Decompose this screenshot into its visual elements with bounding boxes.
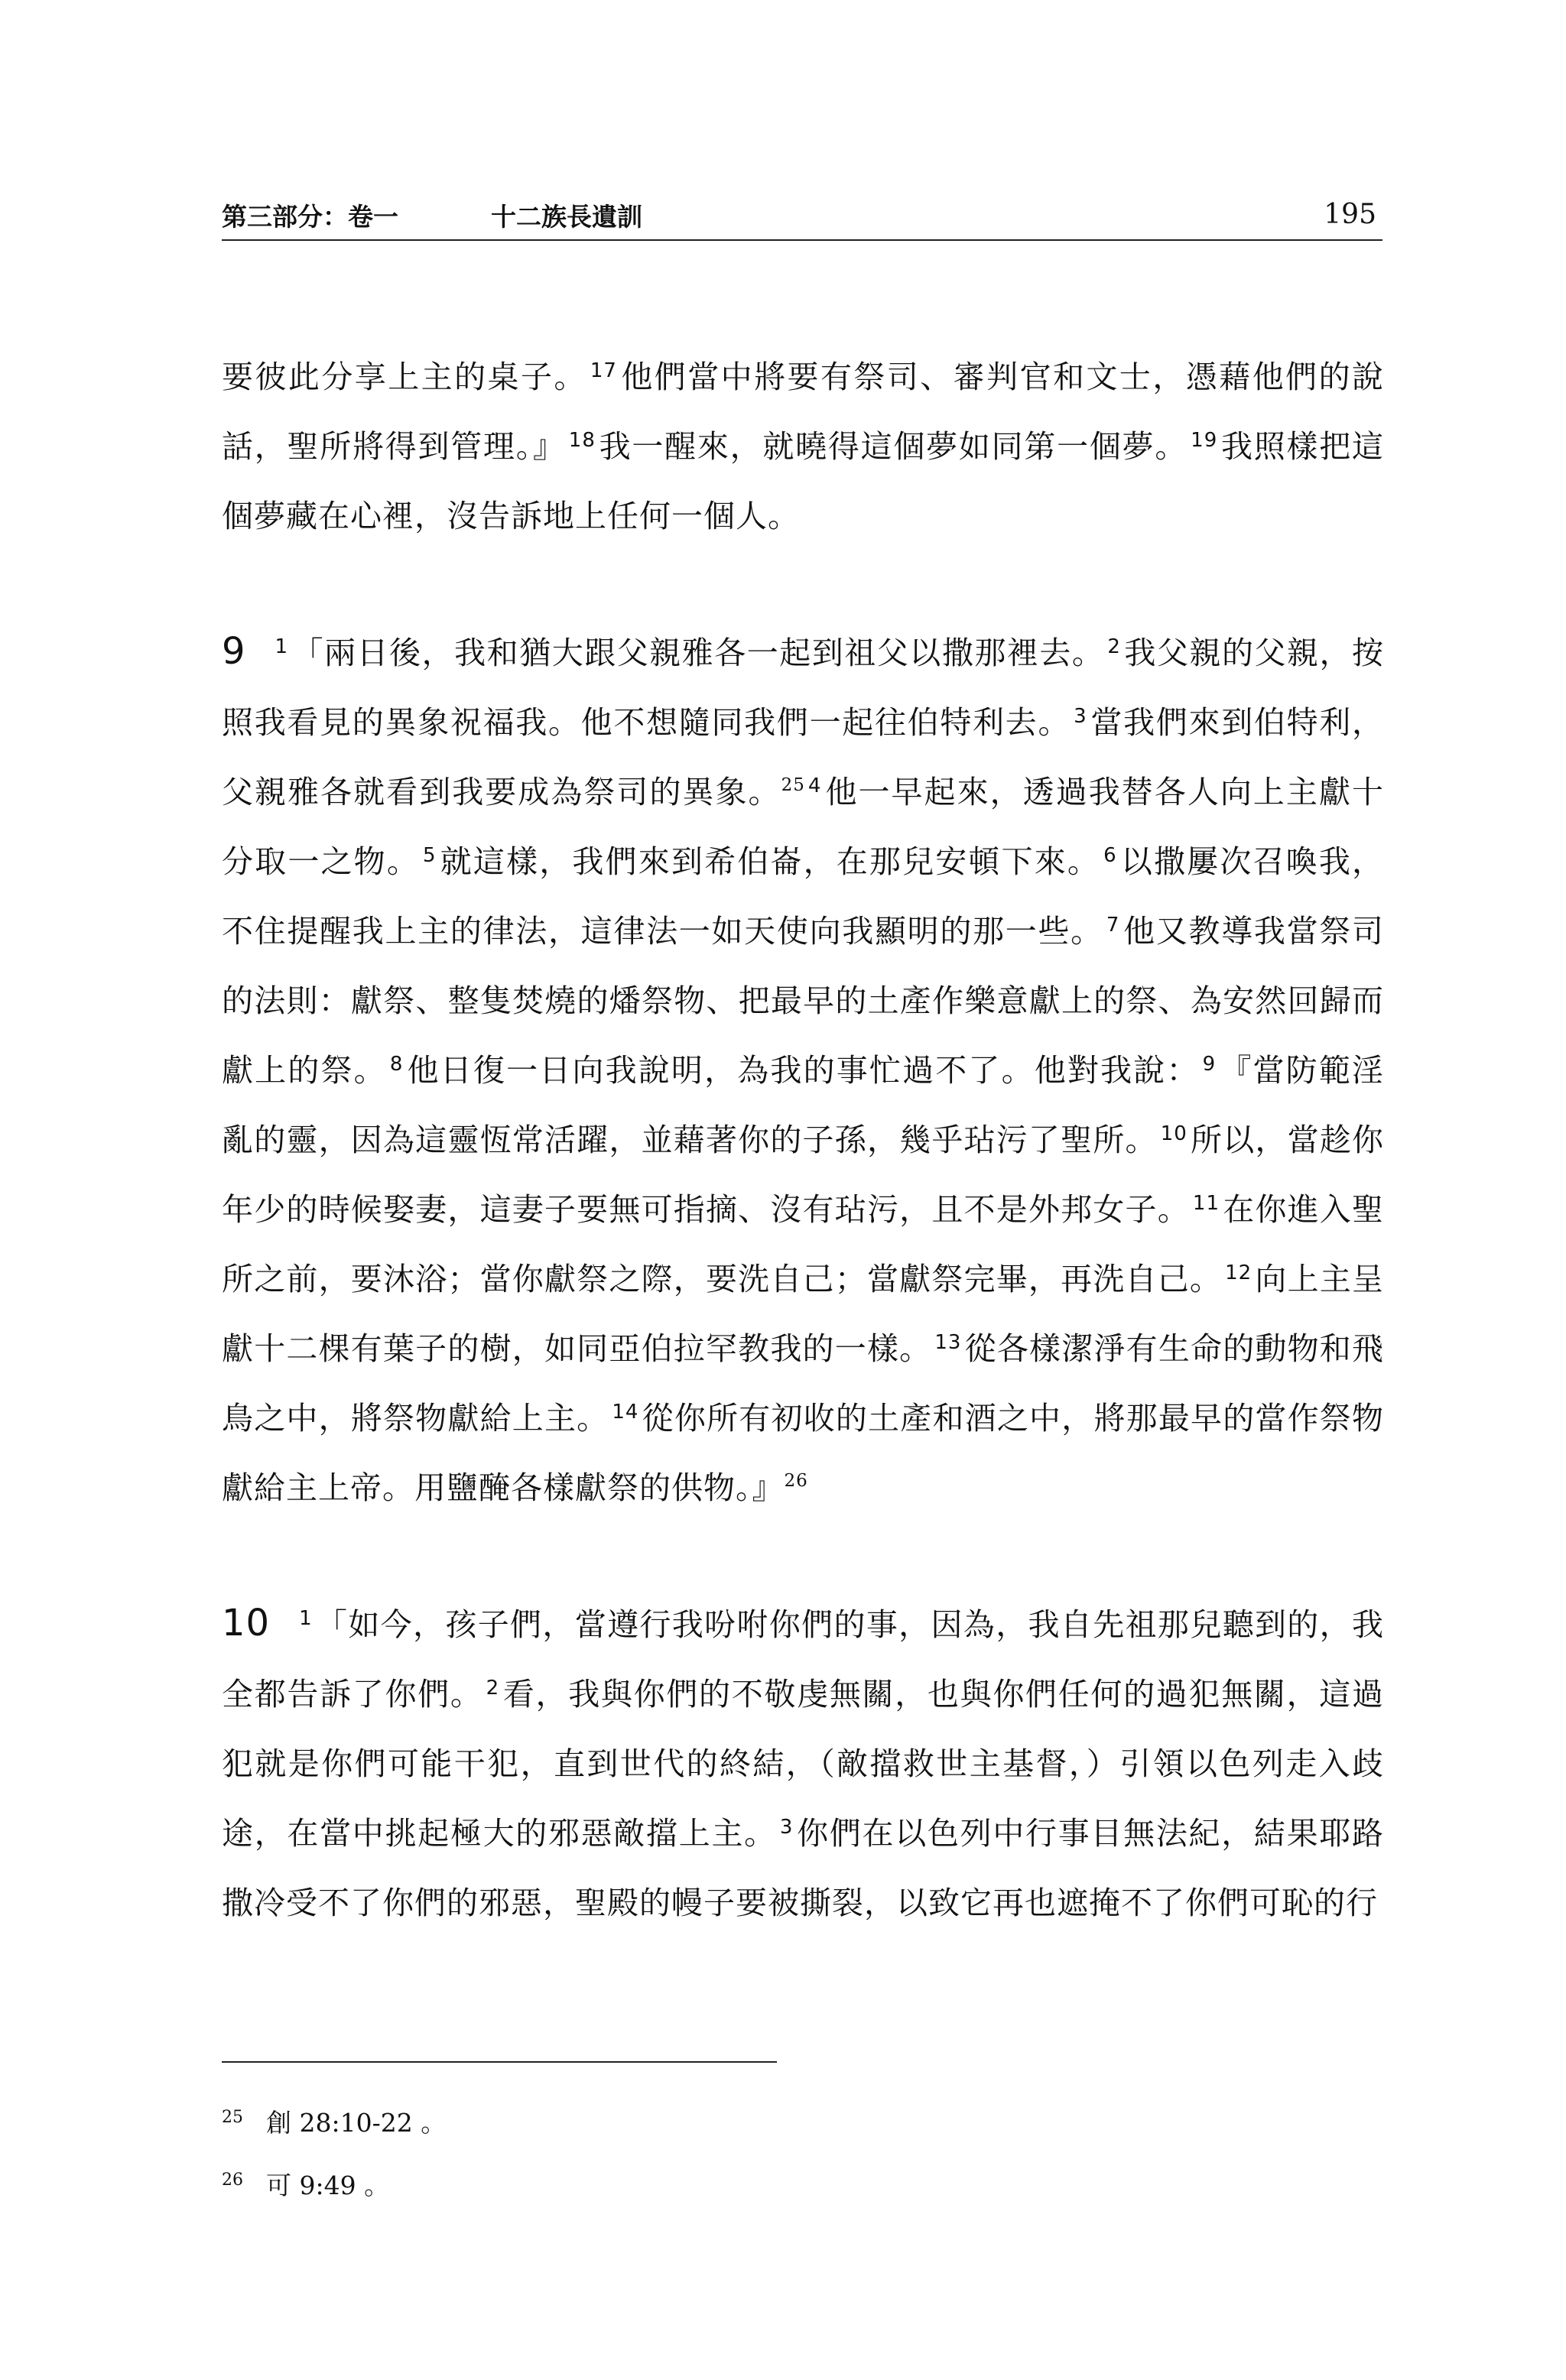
verse-text: 從你所有初收的土產和酒之中，將那最早的當作祭物獻給主上帝。用鹽醃各樣獻祭的供物。』 — [222, 1400, 1385, 1506]
verse-text: 看，我與你們的不敬虔無關，也與你們任何的過犯無關，這過犯就是你們可能干犯，直到世代的終結，（敵擋救世主基督，）引領以色列走入歧途，在當中挑起極大的邪惡敵擋上主。 — [222, 1676, 1385, 1852]
verse-text: 所以，當趁你年少的時候娶妻，這妻子要無可指摘、沒有玷污，且不是外邦女子。 — [222, 1122, 1385, 1228]
verse-number: 1 — [299, 1607, 313, 1630]
footnote-text: 創 28:10-22 。 — [266, 2108, 447, 2138]
footnote-item — [222, 2089, 446, 2151]
verse-text: 「兩日後，我和猶大跟父親雅各一起到祖父以撒那裡去。 — [291, 635, 1105, 671]
verse-number: 9 — [1202, 1053, 1217, 1076]
verse-number: 3 — [779, 1816, 794, 1839]
verse-number: 18 — [568, 429, 596, 452]
page-number: 195 — [1324, 199, 1376, 230]
header-divider — [222, 239, 1382, 241]
verse-text: 『當防範淫亂的靈，因為這靈恆常活躍，並藉著你的子孫，幾乎玷污了聖所。 — [222, 1052, 1384, 1158]
verse-number: 2 — [486, 1677, 500, 1700]
verse-text: 我一醒來，就曉得這個夢如同第一個夢。 — [598, 428, 1188, 465]
footnote-reference[interactable]: 25 — [781, 775, 805, 795]
verse-number: 1 — [275, 635, 289, 658]
footnotes — [222, 2089, 446, 2214]
verse-text: 向上主呈獻十二棵有葉子的樹，如同亞伯拉罕教我的一樣。 — [222, 1261, 1385, 1367]
running-header — [222, 197, 1382, 237]
verse-number: 8 — [389, 1053, 404, 1076]
verse-text: 就這樣，我們來到希伯崙，在那兒安頓下來。 — [439, 843, 1101, 880]
verse-number: 3 — [1074, 705, 1087, 728]
footnote-item — [222, 2151, 446, 2214]
verse-number: 14 — [612, 1401, 639, 1424]
verse-text: 他日復一日向我說明，為我的事忙過不了。他對我說： — [406, 1052, 1200, 1089]
verse-text: 他們當中將要有祭司、審判官和文士，憑藉他們的說話，聖所將得到管理。』 — [222, 359, 1385, 465]
verse-number: 2 — [1107, 635, 1121, 658]
verse-number: 6 — [1103, 844, 1117, 867]
footnote-mark: 25 — [222, 2108, 243, 2127]
chapter-9-paragraph — [222, 617, 1384, 1523]
verse-text: 要彼此分享上主的桌子。 — [222, 359, 587, 395]
verse-number: 10 — [1160, 1122, 1187, 1145]
verse-number: 12 — [1225, 1261, 1252, 1284]
verse-text: 你們在以色列中行事目無法紀，結果耶路撒冷受不了你們的邪惡，聖殿的幔子要被撕裂，以致它再也遮掩不了你們可恥的行 — [222, 1815, 1385, 1921]
verse-text: 他一早起來，透過我替各人向上主獻十分取一之物。 — [222, 774, 1385, 880]
footnote-reference[interactable]: 26 — [784, 1471, 808, 1491]
verse-text: 我父親的父親，按照我看見的異象祝福我。他不想隨同我們一起往伯特利去。 — [222, 635, 1385, 741]
footnote-mark: 26 — [222, 2171, 243, 2190]
chapter-10-paragraph — [222, 1589, 1384, 1938]
chapter-number: 9 — [222, 630, 246, 673]
verse-number: 19 — [1191, 429, 1218, 452]
verse-text: 我照樣把這個夢藏在心裡，沒告訴地上任何一個人。 — [222, 428, 1385, 534]
chapter-number: 10 — [222, 1602, 271, 1645]
verse-number: 4 — [807, 774, 822, 797]
verse-number: 5 — [423, 844, 437, 867]
footnote-divider — [222, 2061, 777, 2063]
verse-number: 7 — [1106, 914, 1120, 937]
verse-text: 當我們來到伯特利，父親雅各就看到我要成為祭司的異象。 — [222, 704, 1385, 810]
verse-text: 他又教導我當祭司的法則：獻祭、整隻焚燒的燔祭物、把最早的土產作樂意獻上的祭、為安然回歸而獻上的祭。 — [222, 913, 1385, 1089]
footnote-text: 可 9:49 。 — [266, 2171, 390, 2200]
verse-number: 13 — [934, 1331, 962, 1354]
continued-paragraph — [222, 343, 1384, 551]
body-text — [222, 343, 1384, 1938]
verse-text: 「如今，孩子們，當遵行我吩咐你們的事，因為，我自先祖那兒聽到的，我全都告訴了你們。 — [222, 1606, 1384, 1713]
header-section-title: 十二族長遺訓 — [491, 202, 642, 232]
verse-text: 在你進入聖所之前，要沐浴；當你獻祭之際，要洗自己；當獻祭完畢，再洗自己。 — [222, 1191, 1385, 1297]
verse-number: 11 — [1192, 1192, 1220, 1215]
verse-number: 17 — [590, 359, 617, 382]
verse-text: 從各樣潔淨有生命的動物和飛鳥之中，將祭物獻給上主。 — [222, 1330, 1385, 1437]
header-part-title: 第三部分：卷一 — [222, 202, 398, 232]
verse-text: 以撒屢次召喚我，不住提醒我上主的律法，這律法一如天使向我顯明的那一些。 — [222, 843, 1385, 950]
